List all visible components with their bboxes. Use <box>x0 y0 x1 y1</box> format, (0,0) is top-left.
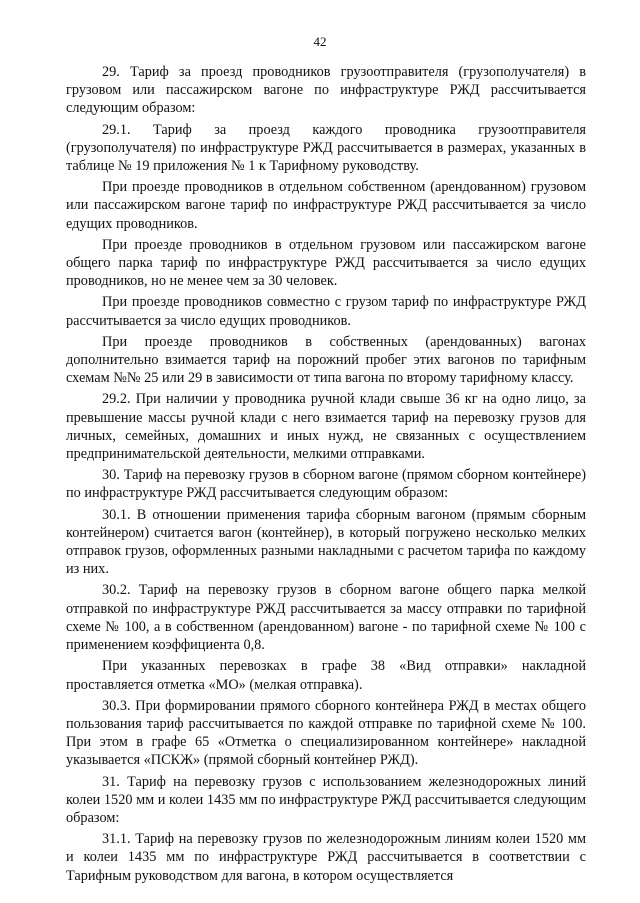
paragraph-30-2-mark: При указанных перевозках в графе 38 «Вид отправки» накладной проставляется отметка «МО» (мелкая отправка). <box>66 658 586 693</box>
document-body <box>66 63 586 885</box>
paragraph-29-1-own-wagon: При проезде проводников в отдельном собственном (арендованном) грузовом или пассажирском вагоне тариф по инфраструктуре РЖД рассчитывается за число едущих проводников. <box>66 179 586 232</box>
paragraph-30: 30. Тариф на перевозку грузов в сборном вагоне (прямом сборном контейнере) по инфраструктуре РЖД рассчитывается следующим образом: <box>66 467 586 502</box>
paragraph-29-1-common-park: При проезде проводников в отдельном грузовом или пассажирском вагоне общего парка тариф по инфраструктуре РЖД рассчитывается за число едущих проводников, но не менее чем за 30 человек. <box>66 236 586 290</box>
paragraph-29-1: 29.1. Тариф за проезд каждого проводника грузоотправителя (грузополучателя) по инфраструктуре РЖД рассчитывается в размерах, указанных в таблице № 19 приложения № 1 к Тарифному руководству. <box>66 121 586 175</box>
paragraph-29: 29. Тариф за проезд проводников грузоотправителя (грузополучателя) в грузовом или пассажирском вагоне по инфраструктуре РЖД рассчитывается следующим образом: <box>66 64 586 117</box>
paragraph-31-1: 31.1. Тариф на перевозку грузов по железнодорожным линиям колеи 1520 мм и колеи 1435 мм по инфраструктуре РЖД рассчитывается в соответствии с Тарифным руководством для вагона, в котором осуществляется <box>66 831 586 884</box>
paragraph-30-1: 30.1. В отношении применения тарифа сборным вагоном (прямым сборным контейнером) считается вагон (контейнер), в который погружено несколько мелких отправок грузов, оформленных разными накладными с расчетом тарифа по каждому из них. <box>66 506 586 578</box>
paragraph-31: 31. Тариф на перевозку грузов с использованием железнодорожных линий колеи 1520 мм и колеи 1435 мм по инфраструктуре РЖД рассчитывается следующим образом: <box>66 773 586 826</box>
page-number: 42 <box>313 34 327 49</box>
paragraph-30-2: 30.2. Тариф на перевозку грузов в сборном вагоне общего парка мелкой отправкой по инфраструктуре РЖД рассчитывается за массу отправки по тарифной схеме № 100, а в собственном (арендованном) вагоне - по тарифной схеме № 100 с применением коэффициента 0,8. <box>66 582 586 654</box>
paragraph-29-1-with-cargo: При проезде проводников совместно с грузом тариф по инфраструктуре РЖД рассчитывается за число едущих проводников. <box>66 294 586 329</box>
paragraph-30-3: 30.3. При формировании прямого сборного контейнера РЖД в местах общего пользования тариф рассчитывается по каждой отправке по тарифной схеме № 100. При этом в графе 65 «Отметка о специализированном контейнере» накладной указывается «ПСКЖ» (прямой сборный контейнер РЖД). <box>66 697 586 769</box>
paragraph-29-1-empty-run: При проезде проводников в собственных (арендованных) вагонах дополнительно взимается тариф на порожний пробег этих вагонов по тарифным схемам №№ 25 или 29 в зависимости от типа вагона по второму тарифному классу. <box>66 333 586 387</box>
paragraph-29-2: 29.2. При наличии у проводника ручной клади свыше 36 кг на одно лицо, за превышение массы ручной клади с него взимается тариф на перевозку грузов для личных, семейных, домашних и иных нужд, не связанных с осуществлением предпринимательской деятельности, мелкими отправками. <box>66 391 586 463</box>
